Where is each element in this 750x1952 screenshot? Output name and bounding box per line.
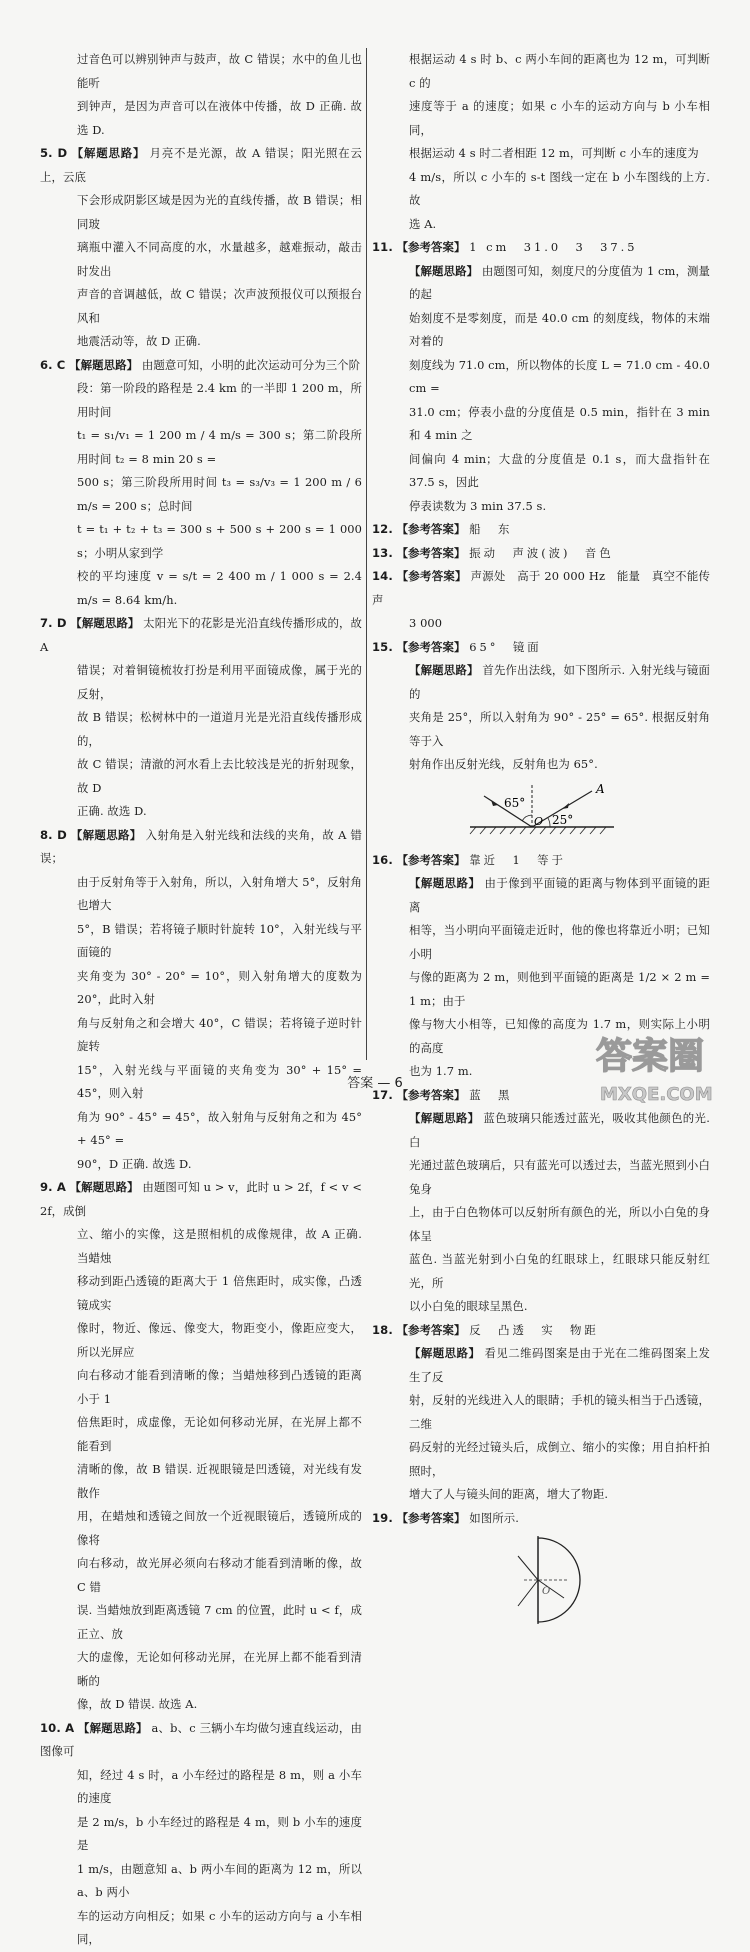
question-number: 14. bbox=[372, 569, 393, 583]
question-17-solution bbox=[372, 1107, 710, 1154]
text-line: 倍焦距时，成虚像，无论如何移动光屏，在光屏上都不能看到 bbox=[77, 1415, 362, 1453]
question-7 bbox=[40, 612, 362, 659]
text-line: 车的运动方向相反；如果 c 小车的运动方向与 a 小车相同， bbox=[77, 1908, 362, 1946]
question-text: 由题图可知 u > v，此时 u > 2f，f < v < 2f，成倒 bbox=[40, 1180, 362, 1218]
question-text: 由题意可知，小明的此次运动可分为三个阶 bbox=[141, 357, 361, 372]
question-19-answer bbox=[372, 1507, 710, 1531]
incident-ray-19 bbox=[518, 1556, 538, 1580]
text-line: 用，在蜡烛和透镜之间放一个近视眼镜后，透镜所成的像将 bbox=[77, 1509, 362, 1547]
text-line: 上，由于白色物体可以反射所有颜色的光，所以小白兔的身体呈 bbox=[409, 1205, 710, 1243]
solution-tag: 【解题思路】 bbox=[409, 876, 481, 890]
question-6 bbox=[40, 354, 362, 378]
text-line: 故 B 错误；松树林中的一道道月光是光沿直线传播形成的， bbox=[77, 710, 362, 748]
reflection-diagram bbox=[372, 781, 710, 839]
text-line: 地震活动等，故 D 正确. bbox=[77, 334, 201, 348]
question-text: 月亮不是光源，故 A 错误；阳光照在云上，云底 bbox=[40, 146, 362, 184]
text-line: 根据运动 4 s 时 b、c 两小车间的距离也为 12 m，可判断 c 的 bbox=[409, 52, 710, 90]
text-line: 像，故 D 错误. 故选 A. bbox=[77, 1697, 198, 1711]
question-11-solution bbox=[372, 260, 710, 307]
column-divider bbox=[366, 48, 367, 1060]
mirror-hatching bbox=[470, 827, 606, 834]
question-number: 8. D bbox=[40, 827, 67, 842]
answer-tag: 【参考答案】 bbox=[396, 1087, 466, 1102]
answer-text: 1 cm 31.0 3 37.5 bbox=[469, 240, 638, 254]
right-column bbox=[372, 48, 710, 1636]
answer-text-cont: 3 000 bbox=[409, 616, 443, 630]
left-column bbox=[40, 48, 362, 1952]
answer-text: 反 凸透 实 物距 bbox=[469, 1322, 599, 1337]
question-number: 5. D bbox=[40, 146, 68, 160]
angle-arc-65 bbox=[522, 815, 532, 821]
text-line: 始刻度不是零刻度，而是 40.0 cm 的刻度线，物体的末端对着的 bbox=[409, 310, 710, 348]
text-line: 像与物大小相等，已知像的高度为 1.7 m，则实际上小明的高度 bbox=[409, 1017, 710, 1055]
question-15-answer bbox=[372, 636, 710, 660]
page-footer: 答案 — 6 bbox=[347, 1076, 403, 1091]
solution-tag: 【解题思路】 bbox=[70, 827, 142, 842]
answer-text: 靠近 1 等于 bbox=[469, 852, 566, 867]
point-label-a: A bbox=[596, 781, 605, 796]
text-line: 速度等于 a 的速度；如果 c 小车的运动方向与 b 小车相同， bbox=[409, 99, 710, 137]
answer-text: 振动 声波(波) 音色 bbox=[469, 545, 614, 560]
answer-text: 65° 镜面 bbox=[469, 639, 542, 654]
refraction-diagram bbox=[372, 1534, 710, 1626]
answer-tag: 【参考答案】 bbox=[396, 240, 466, 254]
text-line: 增大了人与镜头间的距离，增大了物距. bbox=[409, 1487, 609, 1501]
question-11-answer bbox=[372, 236, 710, 260]
question-text: a、b、c 三辆小车均做匀速直线运动，由图像可 bbox=[40, 1720, 362, 1758]
solution-tag: 【解题思路】 bbox=[69, 1180, 139, 1194]
text-line: 到钟声，是因为声音可以在液体中传播，故 D 正确. 故选 D. bbox=[77, 99, 362, 137]
question-number: 16. bbox=[372, 852, 393, 867]
solution-text: 由题图可知，刻度尺的分度值为 1 cm，测量的起 bbox=[409, 263, 710, 301]
point-label-o: O bbox=[534, 814, 544, 828]
text-line: 与像的距离为 2 m，则他到平面镜的距离是 1/2 × 2 m = 1 m；由于 bbox=[409, 970, 710, 1008]
text-line: 像时，物近、像远、像变大，物距变小，像距应变大，所以光屏应 bbox=[77, 1321, 362, 1359]
solution-tag: 【解题思路】 bbox=[78, 1720, 148, 1735]
text-line: 蓝色. 当蓝光射到小白兔的红眼球上，红眼球只能反射红光，所 bbox=[409, 1252, 710, 1290]
text-line: 声音的音调越低，故 C 错误；次声波预报仪可以预报台风和 bbox=[77, 287, 362, 325]
text-line: 由于反射角等于入射角，所以，入射角增大 5°，反射角也增大 bbox=[77, 874, 362, 912]
angle-arc-25 bbox=[548, 818, 550, 827]
text-line: 角为 90° - 45° = 45°，故入射角与反射角之和为 45° + 45° = bbox=[77, 1109, 362, 1147]
text-line: 31.0 cm；停表小盘的分度值是 0.5 min，指针在 3 min 和 4 min 之 bbox=[409, 404, 710, 442]
solution-tag: 【解题思路】 bbox=[69, 357, 139, 372]
question-number: 10. A bbox=[40, 1720, 75, 1735]
question-10 bbox=[40, 1717, 362, 1764]
text-line: 15°，入射光线与平面镜的夹角变为 30° + 15° = 45°，则入射 bbox=[77, 1062, 362, 1100]
answer-text: 蓝 黑 bbox=[469, 1087, 513, 1102]
angle-label-65: 65° bbox=[504, 795, 526, 810]
text-line: 射角作出反射光线，反射角也为 65°. bbox=[409, 757, 598, 771]
watermark-url: MXQE.COM bbox=[600, 1084, 713, 1105]
reflected-ray-19 bbox=[518, 1580, 538, 1606]
answer-tag: 【参考答案】 bbox=[396, 569, 467, 583]
formula-line: 校的平均速度 v = s/t = 2 400 m / 1 000 s = 2.4 m/s = 8.64 km/h. bbox=[77, 569, 362, 607]
reflection-figure bbox=[372, 781, 710, 843]
solution-tag: 【解题思路】 bbox=[409, 1346, 481, 1360]
question-5 bbox=[40, 142, 362, 189]
solution-text: 首先作出法线，如下图所示. 入射光线与镜面的 bbox=[409, 663, 711, 701]
text-line: 移动到距凸透镜的距离大于 1 倍焦距时，成实像，凸透镜成实 bbox=[77, 1274, 362, 1312]
question-number: 17. bbox=[372, 1087, 393, 1102]
solution-text: 由于像到平面镜的距离与物体到平面镜的距离 bbox=[409, 876, 710, 914]
text-line: 选 A. bbox=[409, 216, 437, 231]
formula-line: 500 s；第三阶段所用时间 t₃ = s₃/v₃ = 1 200 m / 6 m/s = 200 s；总时间 bbox=[77, 475, 362, 513]
question-9 bbox=[40, 1176, 362, 1223]
question-8 bbox=[40, 824, 362, 871]
text-line: 璃瓶中灌入不同高度的水，水量越多，越难振动，敲击时发出 bbox=[77, 240, 362, 278]
question-number: 6. C bbox=[40, 357, 66, 372]
text-line: 5°，B 错误；若将镜子顺时针旋转 10°，入射光线与平面镜的 bbox=[77, 921, 362, 959]
answer-text: 船 东 bbox=[469, 522, 513, 536]
question-text: 入射角是入射光线和法线的夹角，故 A 错误； bbox=[40, 827, 362, 865]
text-line: 夹角变为 30° - 20° = 10°，则入射角增大的度数为 20°，此时入射 bbox=[77, 968, 362, 1006]
text-line: 停表读数为 3 min 37.5 s. bbox=[409, 498, 547, 513]
text-line: 相等，当小明向平面镜走近时，他的像也将靠近小明；已知小明 bbox=[409, 923, 710, 961]
question-number: 18. bbox=[372, 1322, 393, 1337]
question-number: 11. bbox=[372, 240, 393, 254]
solution-tag: 【解题思路】 bbox=[71, 146, 146, 160]
question-16-answer bbox=[372, 849, 710, 873]
point-label-o-19: O bbox=[542, 1586, 551, 1597]
solution-tag: 【解题思路】 bbox=[409, 1111, 480, 1125]
solution-tag: 【解题思路】 bbox=[70, 616, 140, 630]
text-line: 立、缩小的实像，这是照相机的成像规律，故 A 正确. 当蜡烛 bbox=[77, 1227, 362, 1265]
text-line: 角与反射角之和会增大 40°，C 错误；若将镜子逆时针旋转 bbox=[77, 1015, 362, 1053]
question-text: 太阳光下的花影是光沿直线传播形成的，故 A bbox=[40, 616, 362, 654]
text-line: 以小白兔的眼球呈黑色. bbox=[409, 1299, 528, 1313]
text-line: 是 2 m/s，b 小车经过的路程是 4 m，则 b 小车的速度是 bbox=[77, 1814, 362, 1852]
question-number: 15. bbox=[372, 639, 393, 654]
solution-tag: 【解题思路】 bbox=[409, 663, 479, 677]
question-15-solution bbox=[372, 659, 710, 706]
answer-tag: 【参考答案】 bbox=[396, 639, 466, 654]
watermark-logo bbox=[592, 1028, 742, 1108]
text-line: 段：第一阶段的路程是 2.4 km 的一半即 1 200 m，所用时间 bbox=[77, 381, 362, 419]
text-line: 正确. 故选 D. bbox=[77, 804, 147, 818]
text-line: 错误；对着铜镜梳妆打扮是利用平面镜成像，属于光的反射， bbox=[77, 663, 362, 701]
question-12-answer bbox=[372, 518, 710, 542]
text-line: 知，经过 4 s 时，a 小车经过的路程是 8 m，则 a 小车的速度 bbox=[77, 1767, 362, 1805]
text-line: 光通过蓝色玻璃后，只有蓝光可以透过去，当蓝光照到小白兔身 bbox=[409, 1158, 710, 1196]
question-number: 13. bbox=[372, 545, 393, 560]
solution-tag: 【解题思路】 bbox=[409, 263, 479, 278]
text-line: 码反射的光经过镜头后，成倒立、缩小的实像；用自拍杆拍照时， bbox=[409, 1440, 710, 1478]
angle-label-25: 25° bbox=[552, 812, 574, 827]
answer-text: 声源处 高于 20 000 Hz 能量 真空不能传声 bbox=[372, 569, 710, 607]
text-line: 间偏向 4 min；大盘的分度值是 0.1 s，而大盘指针在 37.5 s，因此 bbox=[409, 451, 710, 489]
text-line: 射，反射的光线进入人的眼睛；手机的镜头相当于凸透镜，二维 bbox=[409, 1393, 710, 1431]
text-line: 1 m/s，由题意知 a、b 两小车间的距离为 12 m，所以 a、b 两小 bbox=[77, 1861, 362, 1899]
text-line: 根据运动 4 s 时二者相距 12 m，可判断 c 小车的速度为 bbox=[409, 146, 699, 160]
semicircle-figure bbox=[372, 1534, 710, 1630]
text-line: 向右移动才能看到清晰的像；当蜡烛移到凸透镜的距离小于 1 bbox=[77, 1368, 362, 1406]
question-18-solution bbox=[372, 1342, 710, 1389]
answer-tag: 【参考答案】 bbox=[396, 1322, 466, 1337]
solution-text: 看见二维码图案是由于光在二维码图案上发生了反 bbox=[409, 1346, 710, 1384]
reflected-arrow bbox=[491, 800, 498, 806]
text-line: 也为 1.7 m. bbox=[409, 1064, 473, 1078]
text-line: 下会形成阴影区域是因为光的直线传播，故 B 错误；相同玻 bbox=[77, 193, 362, 231]
text-line: 90°，D 正确. 故选 D. bbox=[77, 1156, 192, 1171]
text-line: 4 m/s，所以 c 小车的 s-t 图线一定在 b 小车图线的上方. 故 bbox=[409, 169, 710, 207]
question-number: 7. D bbox=[40, 616, 67, 630]
question-number: 9. A bbox=[40, 1180, 66, 1194]
text-line: 清晰的像，故 B 错误. 近视眼镜是凹透镜，对光线有发散作 bbox=[77, 1462, 362, 1500]
solution-text: 蓝色玻璃只能透过蓝光，吸收其他颜色的光. 白 bbox=[409, 1111, 710, 1149]
answer-tag: 【参考答案】 bbox=[396, 852, 466, 867]
watermark-logo-text: 答案圈 bbox=[596, 1036, 705, 1077]
answer-tag: 【参考答案】 bbox=[396, 522, 466, 536]
question-number: 19. bbox=[372, 1510, 393, 1525]
text-line: 误. 当蜡烛放到距离透镜 7 cm 的位置，此时 u < f，成正立、放 bbox=[77, 1603, 362, 1641]
text-line: 大的虚像，无论如何移动光屏，在光屏上都不能看到清晰的 bbox=[77, 1650, 362, 1688]
question-16-solution bbox=[372, 872, 710, 919]
question-13-answer bbox=[372, 542, 710, 566]
text-line: 夹角是 25°，所以入射角为 90° - 25° = 65°. 根据反射角等于入 bbox=[409, 710, 710, 748]
question-14-answer bbox=[372, 565, 710, 612]
answer-tag: 【参考答案】 bbox=[396, 545, 466, 560]
text-line: 向右移动，故光屏必须向右移动才能看到清晰的像，故 C 错 bbox=[77, 1556, 362, 1594]
question-18-answer bbox=[372, 1319, 710, 1343]
formula-line: t₁ = s₁/v₁ = 1 200 m / 4 m/s = 300 s；第二阶段所用时间 t₂ = 8 min 20 s = bbox=[77, 428, 362, 466]
formula-line: t = t₁ + t₂ + t₃ = 300 s + 500 s + 200 s = 1 000 s；小明从家到学 bbox=[77, 522, 362, 560]
text-line: 刻度线为 71.0 cm，所以物体的长度 L = 71.0 cm - 40.0 cm = bbox=[409, 357, 710, 395]
text-line: 过音色可以辨别钟声与鼓声，故 C 错误；水中的鱼儿也能听 bbox=[77, 52, 362, 90]
answer-text: 如图所示. bbox=[469, 1510, 519, 1525]
question-number: 12. bbox=[372, 522, 393, 536]
text-line: 故 C 错误；清澈的河水看上去比较浅是光的折射现象，故 D bbox=[77, 757, 362, 795]
answer-tag: 【参考答案】 bbox=[396, 1510, 466, 1525]
